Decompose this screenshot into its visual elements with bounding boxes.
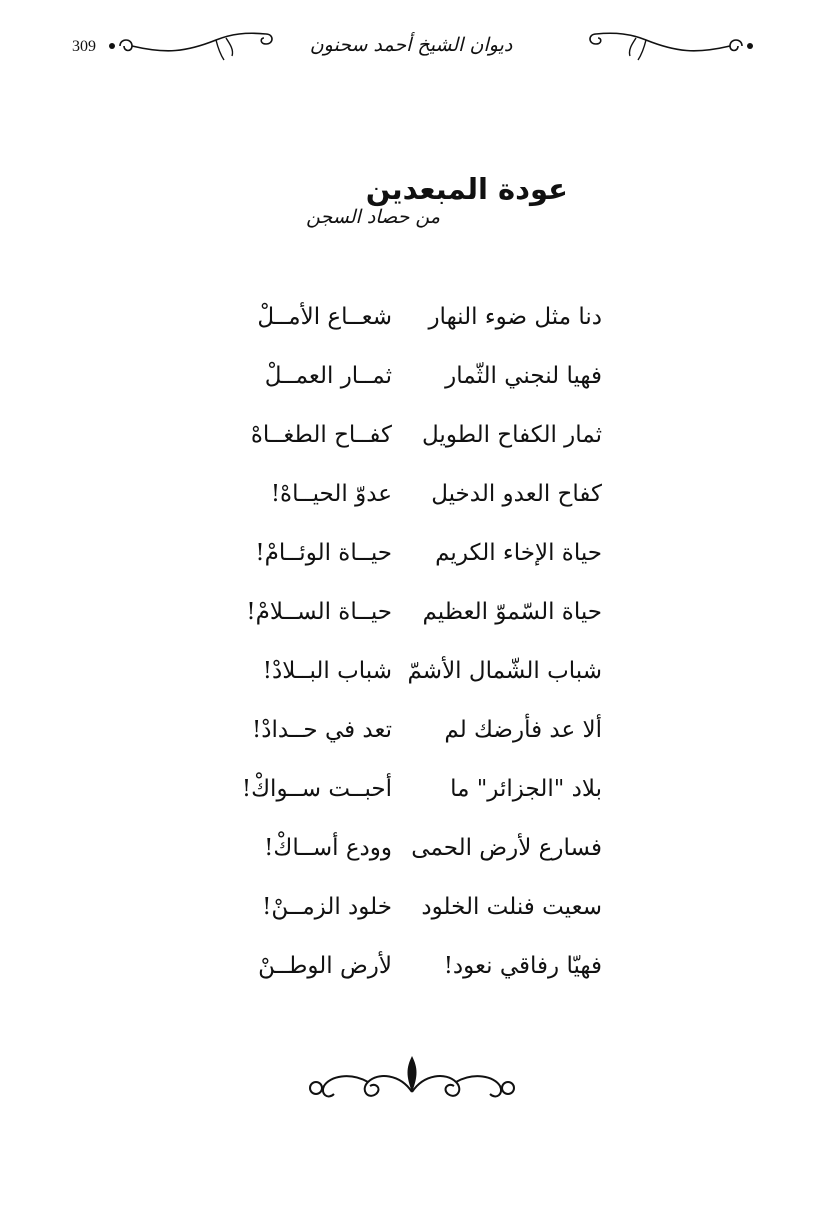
verse-line [212, 768, 612, 827]
verse-line [212, 296, 612, 355]
verse-first-hemistich: سعيت فنلت الخلود [421, 894, 602, 920]
fleuron-ornament-icon [306, 1052, 518, 1106]
verse-line [212, 355, 612, 414]
verse-line [212, 650, 612, 709]
verse-first-hemistich: فهيا لنجني الثّمار [445, 363, 602, 389]
verse-second-hemistich: كفــاح الطغــاهْ [250, 422, 392, 448]
poem-subtitle: من حصاد السجن [306, 206, 440, 228]
verse-second-hemistich: حيــاة الوئــامْ! [255, 540, 392, 566]
verse-first-hemistich: حياة الإخاء الكريم [435, 540, 602, 566]
verse-second-hemistich: شعــاع الأمــلْ [257, 304, 392, 330]
verse-second-hemistich: أحبــت ســواكْ! [241, 776, 392, 802]
verse-first-hemistich: فهيّا رفاقي نعود! [443, 953, 602, 979]
verse-second-hemistich: وودع أســاكْ! [264, 835, 392, 861]
poem-title: عودة المبعدين [365, 172, 568, 206]
verse-line [212, 827, 612, 886]
page-number: 309 [72, 38, 96, 55]
verse-first-hemistich: دنا مثل ضوء النهار [428, 304, 602, 330]
verse-first-hemistich: شباب الشّمال الأشمّ [407, 658, 602, 684]
verse-line [212, 414, 612, 473]
page-header [60, 22, 762, 72]
verse-line [212, 591, 612, 650]
poem-body [212, 296, 612, 1004]
verse-second-hemistich: لأرض الوطــنْ [258, 953, 392, 979]
verse-second-hemistich: ثمــار العمــلْ [264, 363, 392, 389]
verse-line [212, 945, 612, 1004]
running-title: ديوان الشيخ أحمد سحنون [309, 34, 513, 56]
verse-second-hemistich: شباب البــلادْ! [262, 658, 392, 684]
verse-line [212, 709, 612, 768]
verse-first-hemistich: بلاد "الجزائر" ما [450, 776, 602, 802]
verse-first-hemistich: ألا عد فأرضك لم [444, 717, 602, 743]
verse-first-hemistich: كفاح العدو الدخيل [431, 481, 602, 507]
verse-line [212, 473, 612, 532]
poem-title-block [200, 172, 620, 252]
verse-second-hemistich: تعد في حــدادْ! [252, 717, 392, 743]
flourish-ornament-icon [586, 26, 756, 70]
verse-line [212, 532, 612, 591]
verse-first-hemistich: حياة السّموّ العظيم [422, 599, 602, 625]
verse-line [212, 886, 612, 945]
verse-second-hemistich: عدوّ الحيــاهْ! [270, 481, 392, 507]
verse-first-hemistich: ثمار الكفاح الطويل [422, 422, 602, 448]
verse-second-hemistich: خلود الزمــنْ! [262, 894, 392, 920]
verse-first-hemistich: فسارع لأرض الحمى [411, 835, 602, 861]
verse-second-hemistich: حيــاة الســلامْ! [246, 599, 392, 625]
